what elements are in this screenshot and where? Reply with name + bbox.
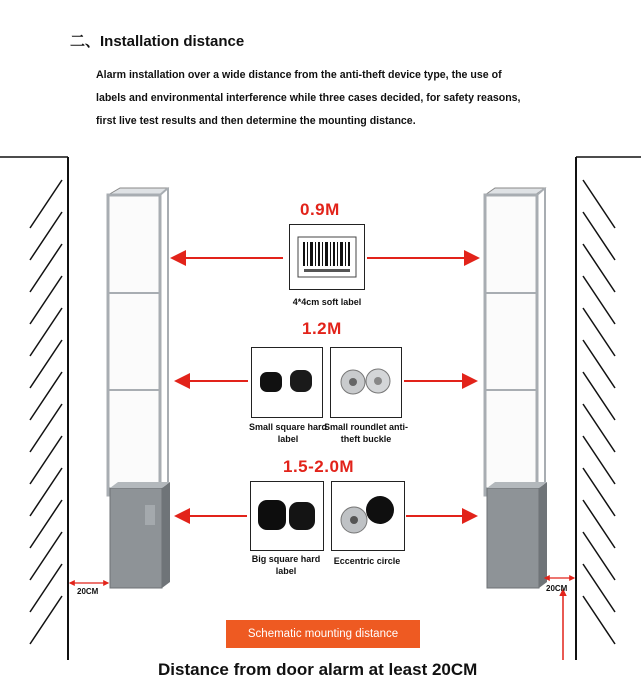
small-square-label-caption xyxy=(248,421,328,445)
big-square-hard-label-image xyxy=(250,481,324,551)
schematic-badge: Schematic mounting distance xyxy=(226,620,420,648)
intro-paragraph xyxy=(96,64,606,133)
right-wall xyxy=(576,157,641,660)
eccentric-tag-icon xyxy=(332,482,404,550)
soft-label-image xyxy=(289,224,365,290)
soft-label-caption: 4*4cm soft label xyxy=(292,297,362,307)
left-wall xyxy=(0,157,68,660)
roundlet-buckle-caption xyxy=(318,421,414,445)
right-gap-label: 20CM xyxy=(546,584,568,593)
hard-tag-icon xyxy=(252,348,322,417)
caption-text: Small roundlet anti-theft buckle xyxy=(323,422,408,444)
eccentric-circle-caption: Eccentric circle xyxy=(333,556,401,566)
note-pointer xyxy=(500,590,563,660)
section-heading: 二、Installation distance xyxy=(70,33,245,50)
distance-label-tier-3: 1.5-2.0M xyxy=(283,457,355,476)
caption-text: Big square hard label xyxy=(251,554,321,576)
caption-text: Small square hard label xyxy=(248,422,328,444)
roundlet-buckle-image xyxy=(330,347,402,418)
small-square-hard-label-image xyxy=(251,347,323,418)
right-antenna xyxy=(485,188,547,588)
intro-line: first live test results and then determine the mounting distance. xyxy=(96,115,416,127)
distance-label-tier-2: 1.2M xyxy=(302,319,342,338)
left-antenna xyxy=(108,188,170,588)
intro-line: labels and environmental interference while three cases decided, for safety reasons, xyxy=(96,92,521,104)
big-hard-tag-icon xyxy=(251,482,323,550)
bottom-note: Distance from door alarm at least 20CM xyxy=(158,660,478,679)
left-gap-label: 20CM xyxy=(77,587,99,596)
round-tag-icon xyxy=(331,348,401,417)
eccentric-circle-image xyxy=(331,481,405,551)
big-square-label-caption xyxy=(246,553,326,577)
intro-line: Alarm installation over a wide distance from the anti-theft device type, the use of xyxy=(96,69,502,81)
barcode-icon xyxy=(290,225,364,289)
distance-label-tier-1: 0.9M xyxy=(300,200,340,219)
